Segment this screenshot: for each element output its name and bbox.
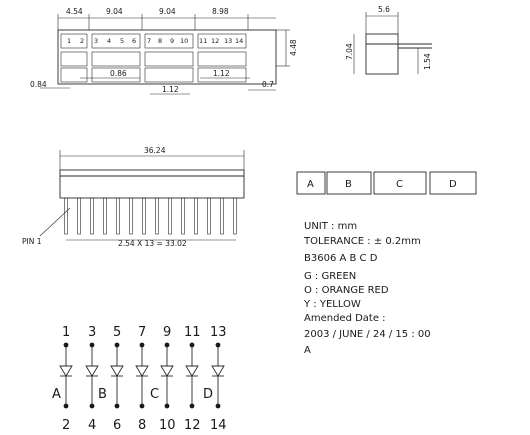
model-note: B3606 A B C D — [304, 253, 378, 264]
front-pin — [182, 198, 185, 234]
front-pin — [65, 198, 68, 234]
diode-icon — [111, 366, 123, 376]
dim-width-3: 9.04 — [159, 7, 176, 16]
front-pin — [104, 198, 107, 234]
pin-label: 13 — [224, 37, 233, 45]
diode-icon — [161, 366, 173, 376]
dim-width-1: 4.54 — [66, 7, 83, 16]
pin-label: 4 — [107, 37, 112, 45]
tolerance-note: TOLERANCE : ± 0.2mm — [304, 236, 421, 247]
dim-07: 0.7 — [262, 80, 274, 89]
schematic-node — [115, 404, 120, 409]
leader-line — [40, 208, 70, 236]
pin-label: 6 — [132, 37, 137, 45]
schematic-node — [90, 343, 95, 348]
schematic-node — [64, 343, 69, 348]
cell-5 — [61, 52, 87, 66]
schematic-bottom-pin: 4 — [88, 418, 97, 433]
amended-date: 2003 / JUNE / 24 / 15 : 00 — [304, 329, 431, 340]
pin-label: 2 — [80, 37, 85, 45]
schematic-node — [64, 404, 69, 409]
segment-label-b: B — [345, 179, 352, 190]
color-green: G : GREEN — [304, 271, 357, 282]
dim-086: 0.86 — [110, 69, 127, 78]
schematic-top-pin: 3 — [88, 325, 97, 340]
color-orange: O : ORANGE RED — [304, 285, 389, 296]
schematic-group-label: B — [98, 387, 107, 402]
schematic-bottom-pin: 2 — [62, 418, 71, 433]
front-pin — [130, 198, 133, 234]
pin-label: 1 — [67, 37, 72, 45]
schematic-bottom-pin: 6 — [113, 418, 122, 433]
unit-note: UNIT : mm — [304, 221, 358, 232]
amended-label: Amended Date : — [304, 313, 386, 324]
front-pin — [221, 198, 224, 234]
side-lead-length: 1.54 — [423, 53, 432, 70]
diode-icon — [60, 366, 72, 376]
front-pin — [78, 198, 81, 234]
front-pin — [156, 198, 159, 234]
front-pin — [208, 198, 211, 234]
pin-label: 7 — [147, 37, 152, 45]
schematic-node — [165, 404, 170, 409]
dim-height: 4.48 — [289, 39, 298, 56]
schematic-bottom-pin: 8 — [138, 418, 147, 433]
pin-label: 12 — [211, 37, 220, 45]
schematic-bottom-pin: 14 — [210, 418, 227, 433]
front-pin — [91, 198, 94, 234]
schematic-top-pin: 11 — [184, 325, 201, 340]
pin1-label: PIN 1 — [22, 237, 42, 246]
pin-label: 9 — [170, 37, 175, 45]
schematic-bottom-pin: 10 — [159, 418, 176, 433]
schematic-node — [115, 343, 120, 348]
side-view-body — [366, 34, 398, 74]
cell-8 — [198, 52, 246, 66]
pin-label: 14 — [235, 37, 244, 45]
side-view — [345, 5, 432, 74]
schematic-group-label: C — [150, 387, 160, 402]
schematic-bottom-pin: 12 — [184, 418, 201, 433]
schematic-top-pin: 1 — [62, 325, 71, 340]
schematic-top-pin: 9 — [163, 325, 172, 340]
front-view-body — [60, 170, 244, 198]
front-pin — [143, 198, 146, 234]
schematic-top-pin: 13 — [210, 325, 227, 340]
schematic-group-label: A — [52, 387, 61, 402]
notes-block — [303, 221, 431, 356]
pin-label: 11 — [199, 37, 208, 45]
schematic-top-pin: 5 — [113, 325, 122, 340]
schematic-top-pin: 7 — [138, 325, 147, 340]
cell-7 — [145, 52, 193, 66]
schematic-node — [190, 343, 195, 348]
dim-width-2: 9.04 — [106, 7, 123, 16]
segment-boxes — [297, 172, 476, 194]
segment-label-c: C — [396, 179, 403, 190]
pin-label: 8 — [158, 37, 163, 45]
cell-11 — [145, 68, 193, 82]
pin-label: 5 — [120, 37, 125, 45]
side-width: 5.6 — [378, 5, 390, 14]
diode-icon — [86, 366, 98, 376]
dim-112b: 1.12 — [213, 69, 230, 78]
segment-label-d: D — [449, 179, 457, 190]
front-pin — [117, 198, 120, 234]
dim-112a: 1.12 — [162, 85, 179, 94]
schematic-node — [90, 404, 95, 409]
diode-icon — [136, 366, 148, 376]
schematic-node — [216, 404, 221, 409]
front-pin — [195, 198, 198, 234]
diode-icon — [212, 366, 224, 376]
schematic-node — [190, 404, 195, 409]
cell-6 — [92, 52, 140, 66]
schematic-group-label: D — [203, 387, 214, 402]
front-pins — [65, 198, 237, 234]
pin-label: 10 — [180, 37, 189, 45]
revision: A — [304, 345, 311, 356]
pitch-label: 2.54 X 13 = 33.02 — [118, 239, 187, 248]
dim-084: 0.84 — [30, 80, 47, 89]
schematic-node — [165, 343, 170, 348]
pin-label: 3 — [94, 37, 99, 45]
front-pin — [169, 198, 172, 234]
front-total-width: 36.24 — [144, 146, 166, 155]
schematic — [52, 325, 227, 433]
schematic-node — [140, 404, 145, 409]
top-view-body — [58, 30, 276, 84]
cell-9 — [61, 68, 87, 82]
schematic-node — [216, 343, 221, 348]
top-view — [30, 7, 298, 94]
side-height: 7.04 — [345, 43, 354, 60]
front-view — [22, 146, 244, 248]
dim-width-4: 8.98 — [212, 7, 229, 16]
front-pin — [234, 198, 237, 234]
segment-label-a: A — [307, 179, 314, 190]
schematic-node — [140, 343, 145, 348]
color-yellow: Y : YELLOW — [304, 299, 361, 310]
diode-icon — [186, 366, 198, 376]
